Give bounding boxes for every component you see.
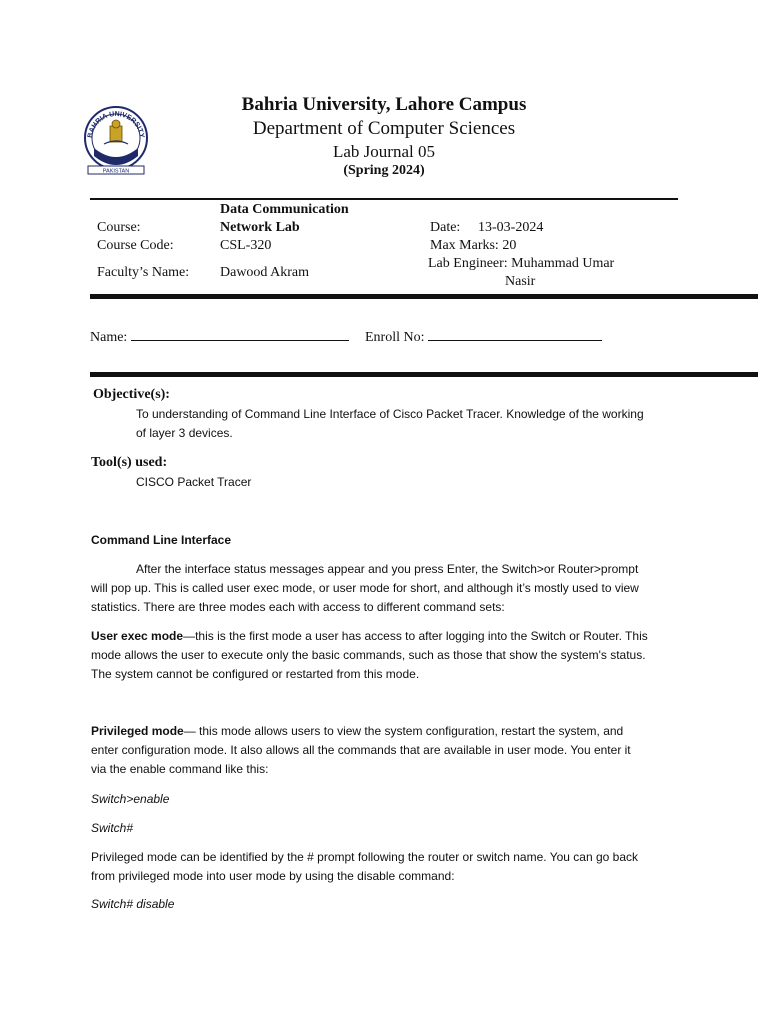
lab-journal-title: Lab Journal 05 <box>333 142 435 161</box>
lab-engineer-line2: Nasir <box>505 274 536 289</box>
privileged-line1 <box>91 722 623 741</box>
cli-heading: Command Line Interface <box>91 533 232 547</box>
faculty-name: Dawood Akram <box>220 265 310 280</box>
faculty-label: Faculty’s Name: <box>97 265 190 280</box>
logo-bottom-text: PAKISTAN <box>102 168 130 175</box>
info-divider <box>90 294 758 299</box>
tools-item: CISCO Packet Tracer <box>136 475 252 489</box>
identify-line2: from privileged mode into user mode by using the disable command: <box>91 869 455 883</box>
tools-heading: Tool(s) used: <box>91 455 168 470</box>
user-exec-line1 <box>91 627 648 646</box>
date-value: 13-03-2024 <box>478 220 544 235</box>
user-exec-line3: The system cannot be configured or restarted from this mode. <box>91 667 420 681</box>
cmd-disable: Switch# disable <box>91 897 175 911</box>
privileged-line3: via the enable command like this: <box>91 762 269 776</box>
max-marks: Max Marks: 20 <box>430 238 517 253</box>
name-row <box>90 326 349 346</box>
lab-engineer-line1: Lab Engineer: Muhammad Umar <box>428 256 615 271</box>
cmd-prompt: Switch# <box>91 821 134 835</box>
semester-label: (Spring 2024) <box>343 163 425 178</box>
name-label: Name: <box>90 330 128 345</box>
user-exec-desc: —this is the first mode a user has access to after logging into the Switch or Router. This <box>183 629 648 643</box>
user-exec-line2: mode allows the user to execute only the basic commands, such as those that show the system's status. <box>91 648 646 662</box>
course-name-line1: Data Communication <box>220 202 349 217</box>
privileged-term: Privileged mode <box>91 724 184 738</box>
course-code-value: CSL-320 <box>220 238 272 253</box>
cli-intro-line1: After the interface status messages appear and you press Enter, the Switch>or Router>prompt <box>136 562 639 576</box>
enroll-label: Enroll No: <box>365 330 425 345</box>
identify-line1: Privileged mode can be identified by the # prompt following the router or switch name. You can go back <box>91 850 638 864</box>
privileged-desc: — this mode allows users to view the system configuration, restart the system, and <box>183 724 624 738</box>
name-divider <box>90 372 758 377</box>
header-divider <box>90 198 678 200</box>
course-name-line2: Network Lab <box>220 220 300 235</box>
name-blank <box>131 326 349 341</box>
course-label: Course: <box>97 220 141 235</box>
cli-intro-line2: will pop up. This is called user exec mode, or user mode for short, and although it’s mostly used to view <box>91 581 639 595</box>
university-title: Bahria University, Lahore Campus <box>241 94 527 115</box>
department-title: Department of Computer Sciences <box>252 118 516 139</box>
privileged-line2: enter configuration mode. It also allows all the commands that are available in user mode. You enter it <box>91 743 631 757</box>
enroll-row <box>365 326 602 346</box>
enroll-blank <box>428 326 602 341</box>
logo-top-text: BAHRIA UNIVERSITY <box>87 110 145 139</box>
objective-line1: To understanding of Command Line Interface of Cisco Packet Tracer. Knowledge of the working <box>136 407 644 421</box>
date-label: Date: <box>430 220 461 235</box>
objective-heading: Objective(s): <box>93 387 170 402</box>
cli-intro-line3: statistics. There are three modes each with access to different command sets: <box>91 600 505 614</box>
objective-line2: of layer 3 devices. <box>136 426 233 440</box>
cmd-enable: Switch>enable <box>91 792 170 806</box>
user-exec-term: User exec mode <box>91 629 184 643</box>
course-code-label: Course Code: <box>97 238 174 253</box>
